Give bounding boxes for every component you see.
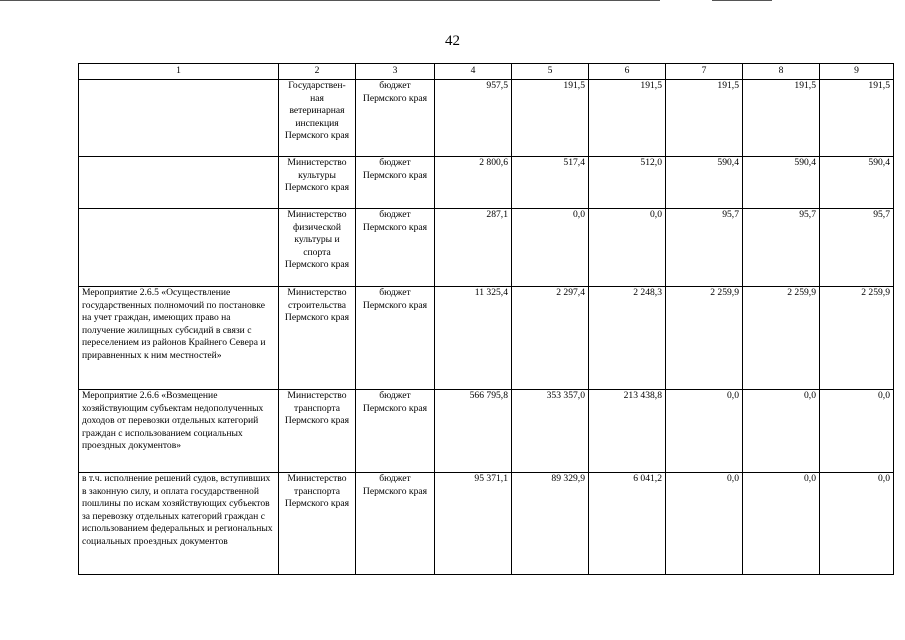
amount-cell: 213 438,8 — [589, 390, 666, 473]
amount-cell: 590,4 — [820, 157, 894, 209]
column-header: 8 — [743, 64, 820, 80]
amount-cell: 512,0 — [589, 157, 666, 209]
amount-cell: 11 325,4 — [435, 287, 512, 390]
amount-cell: 2 800,6 — [435, 157, 512, 209]
budget-table — [78, 63, 894, 575]
amount-cell: 191,5 — [743, 80, 820, 157]
amount-cell: 0,0 — [820, 390, 894, 473]
amount-cell: 0,0 — [666, 390, 743, 473]
column-header: 5 — [512, 64, 589, 80]
measure-name-cell: Мероприятие 2.6.6 «Возмещение хозяйствующим субъектам недополученных доходов от перевозки отдельных категорий граждан с использованием социальных проездных документов» — [79, 390, 279, 473]
measure-name-cell — [79, 157, 279, 209]
column-header: 2 — [279, 64, 356, 80]
measure-name-cell — [79, 80, 279, 157]
funding-source-cell: бюджет Пермского края — [356, 473, 435, 575]
amount-cell: 2 297,4 — [512, 287, 589, 390]
column-number-row — [79, 64, 894, 80]
amount-cell: 95,7 — [820, 209, 894, 287]
page-number: 42 — [445, 33, 460, 49]
amount-cell: 566 795,8 — [435, 390, 512, 473]
funding-source-cell: бюджет Пермского края — [356, 209, 435, 287]
amount-cell: 517,4 — [512, 157, 589, 209]
column-header: 7 — [666, 64, 743, 80]
column-header: 3 — [356, 64, 435, 80]
amount-cell: 353 357,0 — [512, 390, 589, 473]
amount-cell: 191,5 — [512, 80, 589, 157]
amount-cell: 6 041,2 — [589, 473, 666, 575]
executor-cell: Министерство строительства Пермского края — [279, 287, 356, 390]
column-header: 6 — [589, 64, 666, 80]
amount-cell: 191,5 — [666, 80, 743, 157]
table-row — [79, 80, 894, 157]
funding-source-cell: бюджет Пермского края — [356, 287, 435, 390]
amount-cell: 0,0 — [666, 473, 743, 575]
table-row — [79, 157, 894, 209]
amount-cell: 191,5 — [820, 80, 894, 157]
amount-cell: 0,0 — [743, 473, 820, 575]
executor-cell: Министерство физической культуры и спорта Пермского края — [279, 209, 356, 287]
amount-cell: 2 259,9 — [820, 287, 894, 390]
amount-cell: 0,0 — [743, 390, 820, 473]
amount-cell: 0,0 — [820, 473, 894, 575]
executor-cell: Государствен-ная ветеринарная инспекция Пермского края — [279, 80, 356, 157]
amount-cell: 95,7 — [743, 209, 820, 287]
scan-edge-line — [0, 0, 660, 1]
amount-cell: 95 371,1 — [435, 473, 512, 575]
funding-source-cell: бюджет Пермского края — [356, 157, 435, 209]
executor-cell: Министерство транспорта Пермского края — [279, 473, 356, 575]
funding-source-cell: бюджет Пермского края — [356, 80, 435, 157]
table-row — [79, 390, 894, 473]
amount-cell: 957,5 — [435, 80, 512, 157]
amount-cell: 2 259,9 — [743, 287, 820, 390]
amount-cell: 590,4 — [666, 157, 743, 209]
amount-cell: 590,4 — [743, 157, 820, 209]
measure-name-cell — [79, 209, 279, 287]
table-row — [79, 473, 894, 575]
measure-name-cell: в т.ч. исполнение решений судов, вступивших в законную силу, и оплата государственной пошлины по искам хозяйствующих субъектов за перевозку отдельных категорий граждан с использованием федеральных и региональных социальных проездных документов — [79, 473, 279, 575]
amount-cell: 287,1 — [435, 209, 512, 287]
measure-name-cell: Мероприятие 2.6.5 «Осуществление государственных полномочий по постановке на учет граждан, имеющих право на получение жилищных субсидий в связи с переселением из районов Крайнего Севера и приравненных к ним местностей» — [79, 287, 279, 390]
executor-cell: Министерство культуры Пермского края — [279, 157, 356, 209]
amount-cell: 89 329,9 — [512, 473, 589, 575]
scan-edge-line — [712, 0, 772, 1]
funding-source-cell: бюджет Пермского края — [356, 390, 435, 473]
amount-cell: 0,0 — [589, 209, 666, 287]
table-row — [79, 287, 894, 390]
amount-cell: 2 248,3 — [589, 287, 666, 390]
amount-cell: 2 259,9 — [666, 287, 743, 390]
column-header: 4 — [435, 64, 512, 80]
amount-cell: 0,0 — [512, 209, 589, 287]
column-header: 9 — [820, 64, 894, 80]
table-row — [79, 209, 894, 287]
executor-cell: Министерство транспорта Пермского края — [279, 390, 356, 473]
amount-cell: 191,5 — [589, 80, 666, 157]
column-header: 1 — [79, 64, 279, 80]
amount-cell: 95,7 — [666, 209, 743, 287]
